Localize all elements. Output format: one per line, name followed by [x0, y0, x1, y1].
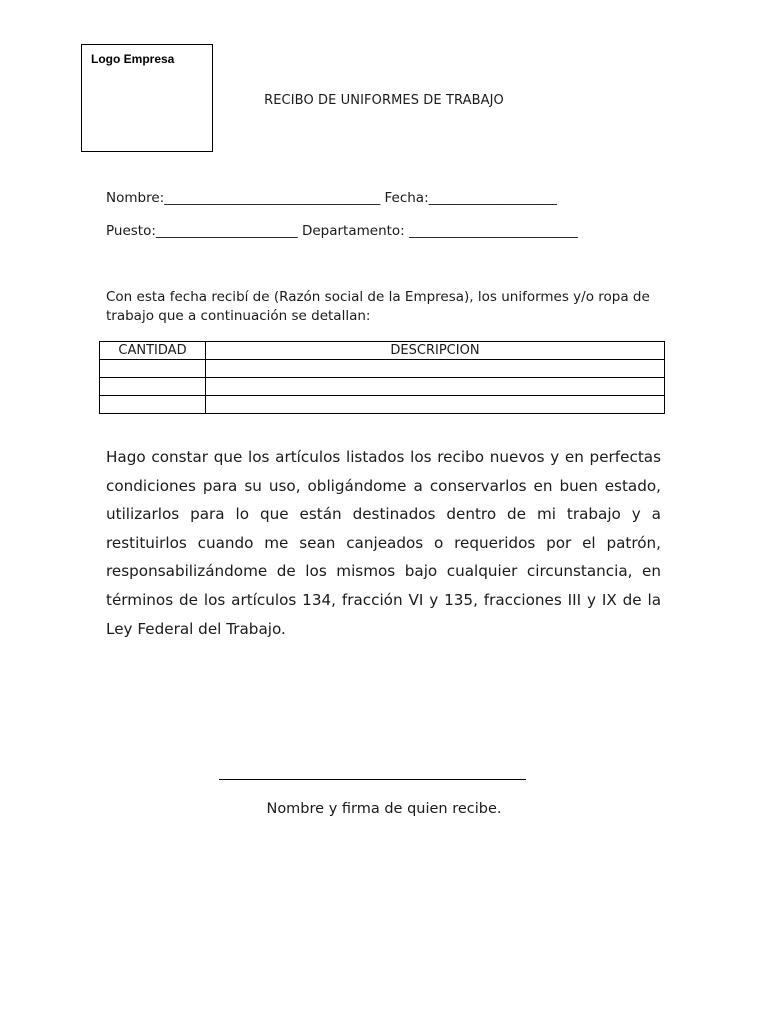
name-date-row: [106, 190, 557, 206]
nombre-field[interactable]: ________________________________: [164, 190, 381, 206]
departamento-field[interactable]: _________________________: [409, 223, 578, 239]
table-row: [100, 396, 665, 414]
intro-paragraph: Con esta fecha recibí de (Razón social de la Empresa), los uniformes y/o ropa de trabajo que a continuación se detallan:: [106, 289, 650, 324]
position-department-row: [106, 223, 578, 239]
fecha-label: Fecha:: [384, 190, 429, 206]
header-cantidad: CANTIDAD: [100, 342, 206, 360]
declaration-paragraph: Hago constar que los artículos listados los recibo nuevos y en perfectas condiciones para su uso, obligándome a conservarlos en buen estado, utilizarlos para lo que están destinados dentro de mi trabajo y a restituirlos cuando me sean canjeados o requeridos por el patrón, responsabilizándome de los mismos bajo cualquier circunstancia, en términos de los artículos 134, fracción VI y 135, fracciones III y IX de la Ley Federal del Trabajo.: [106, 448, 661, 638]
cantidad-cell[interactable]: [100, 396, 206, 414]
table-row: [100, 378, 665, 396]
descripcion-cell[interactable]: [206, 360, 665, 378]
puesto-label: Puesto:: [106, 223, 156, 239]
descripcion-cell[interactable]: [206, 378, 665, 396]
signature-label: Nombre y firma de quien recibe.: [266, 801, 502, 817]
table-header-row: [100, 342, 665, 360]
cantidad-cell[interactable]: [100, 360, 206, 378]
header-descripcion: DESCRIPCION: [206, 342, 665, 360]
document-title: RECIBO DE UNIFORMES DE TRABAJO: [264, 93, 504, 108]
signature-line[interactable]: [219, 779, 526, 780]
nombre-label: Nombre:: [106, 190, 165, 206]
table-row: [100, 360, 665, 378]
logo-label: Logo Empresa: [91, 52, 175, 66]
puesto-field[interactable]: _____________________: [155, 223, 298, 239]
cantidad-cell[interactable]: [100, 378, 206, 396]
departamento-label: Departamento:: [301, 223, 405, 239]
descripcion-cell[interactable]: [206, 396, 665, 414]
uniforms-table: [99, 341, 665, 414]
fecha-field[interactable]: ___________________: [428, 190, 557, 206]
